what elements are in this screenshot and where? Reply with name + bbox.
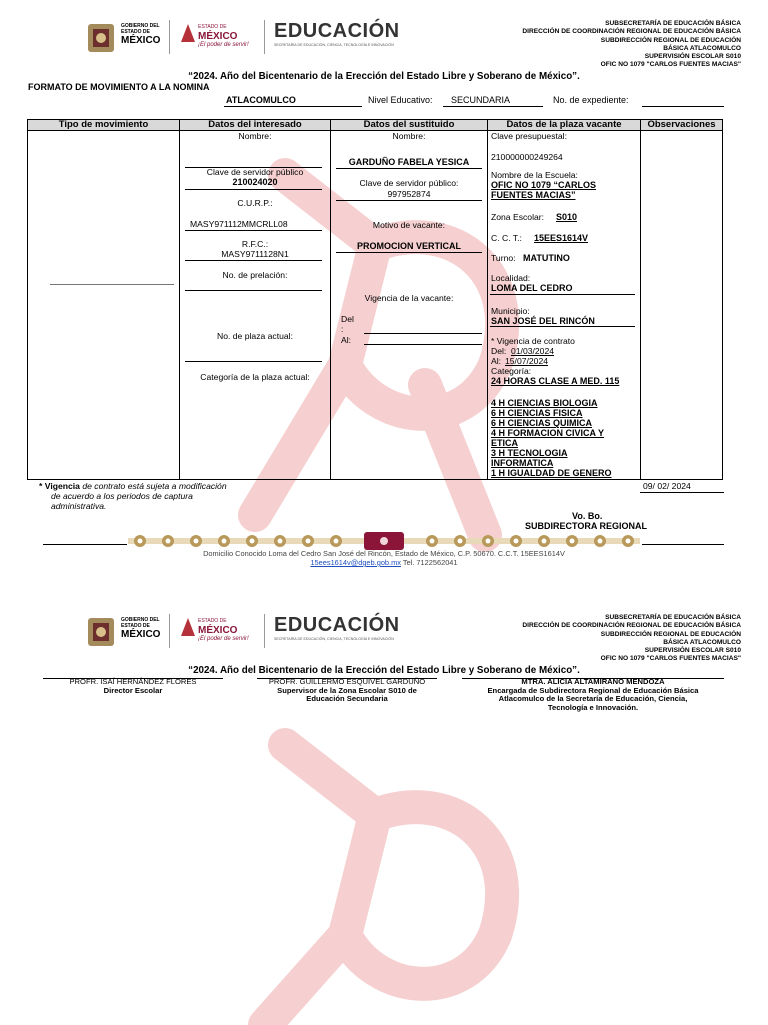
materia-item: INFORMATICA <box>491 458 554 468</box>
plaza-clave-value: 210000000249264 <box>491 152 563 162</box>
plaza-categoria-value: 24 HORAS CLASE A MED. 115 <box>491 376 620 386</box>
decorative-border-band <box>128 532 640 550</box>
signature-subdirectora: MTRA. ALICIA ALTAMIRANO MENDOZA Encargada de Subdirectora Regional de Educación Básica Atlacomulco de la Secretaría de Educación, Ciencia, Tecnología e Innovación. <box>487 677 699 712</box>
materia-item: 3 H TECNOLOGIA <box>491 448 568 458</box>
plaza-zona-value: S010 <box>556 212 578 222</box>
expediente-label: No. de expediente: <box>553 95 629 105</box>
footer-email-link[interactable]: 15ees1614v@dgeb.gob.mx <box>310 558 401 567</box>
col-header-plaza: Datos de la plaza vacante <box>488 120 640 130</box>
educacion-subtitle: SECRETARÍA DE EDUCACIÓN, CIENCIA, TECNOLOGÍA E INNOVACIÓN <box>274 43 394 47</box>
footer-contact: 15ees1614v@dgeb.gob.mx Tel. 7122562041 <box>310 558 458 567</box>
vobo-role: SUBDIRECTORA REGIONAL <box>525 521 648 531</box>
plaza-localidad-label: Localidad: <box>491 273 531 283</box>
sustituido-nombre-value: GARDUÑO FABELA YESICA <box>348 157 470 167</box>
materia-item: 4 H CIENCIAS BIOLOGIA <box>491 398 598 408</box>
sustituido-nombre-label: Nombre: <box>392 131 426 141</box>
interesado-categoria-label: Categoría de la plaza actual: <box>200 372 310 382</box>
sustituido-clave-label: Clave de servidor público: <box>359 178 459 188</box>
plaza-vig-del-label: Del: <box>491 346 507 356</box>
materia-item: 1 H IGUALDAD DE GENERO <box>491 468 612 478</box>
materia-item: 6 H CIENCIAS FISICA <box>491 408 583 418</box>
interesado-clave-value: 210024020 <box>232 177 278 187</box>
interesado-rfc-label: R.F.C.: <box>241 239 269 249</box>
materia-item: ETICA <box>491 438 518 448</box>
interesado-curp-value: MASY971112MMCRLL08 <box>190 219 288 229</box>
vobo-label: Vo. Bo. <box>572 511 603 521</box>
sustituido-vigencia-label: Vigencia de la vacante: <box>364 293 454 303</box>
sustituido-motivo-label: Motivo de vacante: <box>372 220 446 230</box>
header-right-block-page1: SUBSECRETARÍA DE EDUCACIÓN BÁSICA DIRECCIÓN DE COORDINACIÓN REGIONAL DE EDUCACIÓN BÁSICA SUBDIRECCIÓN REGIONAL DE EDUCACIÓN BÁSICA ATLACOMULCO SUPERVISIÓN ESCOLAR S010 OFIC NO 1079 "CARLOS FUENTES MACIAS" <box>522 20 741 69</box>
tipo-movimiento-field[interactable] <box>50 284 174 285</box>
interesado-plaza-label: No. de plaza actual: <box>217 331 293 341</box>
sustituido-colon: : <box>341 324 344 334</box>
plaza-turno-label: Turno: <box>491 253 516 263</box>
edomex-logo-text: ESTADO DE MÉXICO ¡El poder de servir! <box>198 618 249 642</box>
gov-logo-text: GOBIERNO DEL ESTADO DE MÉXICO <box>121 617 161 640</box>
materia-item: 4 H FORMACION CIVICA Y <box>491 428 605 438</box>
plaza-escuela-value-1: OFIC NO 1079 “CARLOS <box>491 180 597 190</box>
educacion-subtitle: SECRETARÍA DE EDUCACIÓN, CIENCIA, TECNOLOGÍA E INNOVACIÓN <box>274 637 394 641</box>
interesado-rfc-value: MASY9711128N1 <box>221 249 289 259</box>
sustituido-al-label: Al: <box>341 335 352 345</box>
nivel-value: SECUNDARIA <box>451 95 511 105</box>
plaza-municipio-label: Municipio: <box>491 306 530 316</box>
col-header-observaciones: Observaciones <box>641 120 722 130</box>
edomex-logo-icon <box>179 22 197 44</box>
interesado-clave-label: Clave de servidor público <box>206 167 304 177</box>
col-header-sustituido: Datos del sustituido <box>331 120 487 130</box>
signature-supervisor: PROFR. GUILLERMO ESQUIVEL GARDUÑO Supervisor de la Zona Escolar S010 de Educación Secundaria <box>268 677 426 703</box>
form-title: FORMATO DE MOVIMIENTO A LA NOMINA <box>28 82 210 92</box>
plaza-materias-list <box>491 398 612 478</box>
plaza-zona-label: Zona Escolar: <box>491 212 545 222</box>
plaza-vig-al-value: 15/07/2024 <box>505 356 549 366</box>
plaza-clave-label: Clave presupuestal: <box>491 131 567 141</box>
materia-item: 6 H CIENCIAS QUIMICA <box>491 418 593 428</box>
motto-page1: “2024. Año del Bicentenario de la Erección del Estado Libre y Soberano de México”. <box>188 71 580 82</box>
state-coat-of-arms-icon <box>86 20 116 56</box>
edomex-logo-text: ESTADO DE MÉXICO ¡El poder de servir! <box>198 24 249 48</box>
plaza-escuela-label: Nombre de la Escuela: <box>491 170 578 180</box>
plaza-vigencia-label: * Vigencia de contrato <box>491 336 575 346</box>
edomex-logo-icon <box>179 616 197 638</box>
plaza-cct-value: 15EES1614V <box>534 233 589 243</box>
motto-page2: “2024. Año del Bicentenario de la Erección del Estado Libre y Soberano de México”. <box>188 665 580 676</box>
gov-logo-text: GOBIERNO DEL ESTADO DE MÉXICO <box>121 23 161 46</box>
signature-director: PROFR. ISAÍ HERNÁNDEZ FLORES Director Escolar <box>69 677 197 695</box>
header-logos <box>86 18 476 58</box>
header-logos-page2 <box>86 612 476 652</box>
watermark-bird-page2 <box>225 705 555 1025</box>
nivel-label: Nivel Educativo: <box>368 95 433 105</box>
sustituido-del-label: Del <box>341 314 354 324</box>
footer-address: Domicilio Conocido Loma del Cedro San José del Rincón, Estado de México, C.P. 50670. C.C.T. 15EES1614V <box>203 549 565 558</box>
plaza-localidad-value: LOMA DEL CEDRO <box>491 283 573 293</box>
col-header-tipo: Tipo de movimiento <box>28 120 179 130</box>
sustituido-motivo-value: PROMOCION VERTICAL <box>356 241 461 251</box>
educacion-title: EDUCACIÓN <box>274 20 400 42</box>
interesado-curp-label: C.U.R.P.: <box>237 198 273 208</box>
educacion-title: EDUCACIÓN <box>274 614 400 636</box>
plaza-municipio-value: SAN JOSÉ DEL RINCÓN <box>491 316 595 326</box>
vigencia-note: * Vigencia de contrato está sujeta a modificación de acuerdo a los periodos de captura administrativa. <box>39 481 227 511</box>
document-date: 09/ 02/ 2024 <box>643 481 691 491</box>
plaza-vig-del-value: 01/03/2024 <box>511 346 555 356</box>
interesado-prelacion-label: No. de prelación: <box>222 270 288 280</box>
col-header-interesado: Datos del interesado <box>180 120 330 130</box>
interesado-nombre-label: Nombre: <box>238 131 272 141</box>
plaza-escuela-value-2: FUENTES MACIAS” <box>491 190 576 200</box>
header-right-block-page2: SUBSECRETARÍA DE EDUCACIÓN BÁSICA DIRECCIÓN DE COORDINACIÓN REGIONAL DE EDUCACIÓN BÁSICA SUBDIRECCIÓN REGIONAL DE EDUCACIÓN BÁSICA ATLACOMULCO SUPERVISIÓN ESCOLAR S010 OFIC NO 1079 "CARLOS FUENTES MACIAS" <box>522 614 741 663</box>
state-coat-of-arms-icon <box>86 614 116 650</box>
plaza-turno-value: MATUTINO <box>523 253 570 263</box>
plaza-categoria-label: Categoría: <box>491 366 532 376</box>
plaza-vig-al-label: Al: <box>491 356 502 366</box>
region-value: ATLACOMULCO <box>226 95 296 105</box>
plaza-cct-label: C. C. T.: <box>491 233 522 243</box>
sustituido-clave-value: 997952874 <box>387 189 431 199</box>
